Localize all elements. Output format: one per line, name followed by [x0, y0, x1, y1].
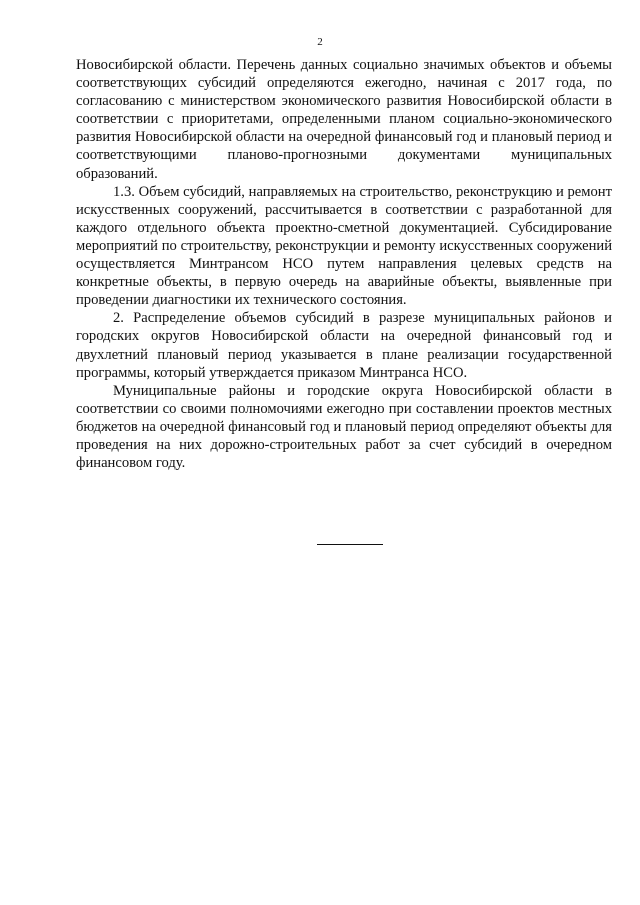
end-separator-line: [317, 544, 383, 545]
page-number: 2: [317, 36, 323, 48]
paragraph-2: 2. Распределение объемов субсидий в разрезе муниципальных районов и городских округов Новосибирской области на очередной финансовый год и двухлетний плановый период указывается в плане реализации государственной программы, который утверждается приказом Минтранса НСО.: [76, 310, 612, 381]
paragraph-1-3: 1.3. Объем субсидий, направляемых на строительство, реконструкцию и ремонт искусственных сооружений, рассчитывается в соответствии с разработанной для каждого отдельного объекта проектно-сметной документацией. Субсидирование мероприятий по строительству, реконструкции и ремонту искусственных сооружений осуществляется Минтрансом НСО путем направления целевых средств на конкретные объекты, в первую очередь на аварийные объекты, выявленные при проведении диагностики их технического состояния.: [76, 183, 612, 309]
document-body: [76, 56, 612, 472]
paragraph-continuation: Новосибирской области. Перечень данных социально значимых объектов и объемы соответствующих субсидий определяются ежегодно, начиная с 2017 года, по согласованию с министерством экономического развития Новосибирской области в соответствии с приоритетами, определенными планом социально-экономического развития Новосибирской области на очередной финансовый год и плановый период и соответствующими планово-прогнозными документами муниципальных образований.: [76, 57, 612, 182]
paragraph-municipal: Муниципальные районы и городские округа Новосибирской области в соответствии со своими полномочиями ежегодно при составлении проектов местных бюджетов на очередной финансовый год и плановый период определяют объекты для проведения на них дорожно-строительных работ за счет субсидий в очередном финансовом году.: [76, 382, 612, 472]
